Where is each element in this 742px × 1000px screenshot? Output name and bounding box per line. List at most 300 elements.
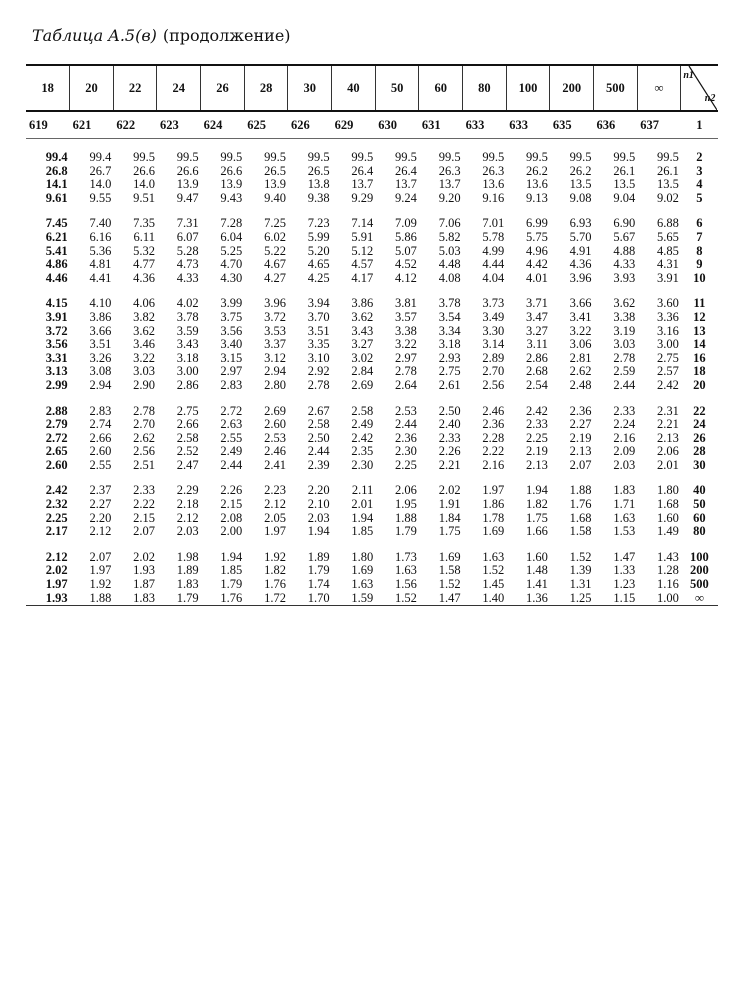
table-cell: 4.44: [482, 257, 505, 272]
table-cell: 13.9: [220, 177, 243, 192]
table-cell: 9.24: [395, 190, 417, 205]
table-cell: 2.46: [264, 444, 286, 459]
table-cell: 26.8: [45, 163, 68, 178]
table-cell: 2.58: [176, 430, 199, 445]
table-row: [26, 217, 718, 231]
table-cell: 26.1: [656, 163, 679, 178]
table-cell: 13.6: [482, 177, 505, 192]
table-cell: 7.31: [176, 216, 199, 231]
table-cell: 2.42: [351, 430, 374, 445]
table-cell: 1.88: [70, 592, 114, 606]
row-label-n2: 26: [693, 430, 706, 445]
table-row: [26, 192, 718, 206]
table-cell: 1.76: [201, 592, 245, 606]
table-cell: 2.42: [45, 483, 68, 498]
table-row: [26, 405, 718, 419]
table-cell: 1.60: [526, 549, 548, 564]
table-cell: 2.41: [264, 457, 286, 472]
table-cell: 4.27: [264, 270, 286, 285]
table-cell: 4.15: [45, 296, 68, 311]
table-cell: 1.70: [288, 592, 332, 606]
table-cell: 3.81: [395, 296, 417, 311]
table-cell: 2.33: [438, 430, 461, 445]
table-cell: 1.41: [526, 577, 548, 592]
table-cell: 2.66: [89, 430, 112, 445]
table-cell: 3.22: [569, 323, 592, 338]
table-cell: 3.06: [569, 337, 592, 352]
table-cell: 2.36: [482, 417, 505, 432]
table-cell: 3.15: [220, 350, 243, 365]
table-cell: 3.75: [220, 309, 243, 324]
table-cell: 4.73: [176, 257, 199, 272]
table-cell: 1.52: [438, 577, 461, 592]
table-cell: 9.13: [526, 190, 548, 205]
table-cell: 7.01: [482, 216, 505, 231]
table-cell: 2.36: [569, 403, 592, 418]
table-cell: 1.94: [351, 510, 374, 525]
table-cell: 1.71: [613, 497, 636, 512]
table-cell: 3.22: [395, 337, 417, 352]
table-cell: 2.50: [438, 403, 461, 418]
table-cell: 4.91: [569, 243, 592, 258]
table-cell: 3.78: [438, 296, 461, 311]
table-cell: 13.9: [176, 177, 199, 192]
table-cell: 3.91: [45, 309, 68, 324]
table-cell: 2.21: [656, 417, 679, 432]
table-row: [26, 365, 718, 379]
table-cell: 3.40: [220, 337, 243, 352]
column-header: 30: [288, 65, 332, 111]
table-cell: 2.50: [307, 430, 330, 445]
table-cell: 3.26: [89, 350, 112, 365]
table-cell: 3.66: [569, 296, 592, 311]
table-cell: 4.17: [351, 270, 374, 285]
row-label-n2: 200: [690, 563, 709, 578]
table-cell: 1.75: [438, 524, 461, 539]
table-cell: 1.88: [569, 483, 592, 498]
table-cell: 2.92: [307, 364, 330, 379]
table-cell: 13.6: [526, 177, 548, 192]
table-cell: 99.5: [613, 150, 636, 164]
table-cell: 3.96: [264, 296, 286, 311]
table-cell: 1.56: [395, 577, 417, 592]
table-cell: 1.80: [656, 483, 679, 498]
table-cell: 2.86: [526, 350, 548, 365]
table-cell: 629: [332, 111, 376, 139]
table-cell: 99.5: [176, 150, 199, 164]
table-cell: 6.16: [89, 229, 112, 244]
table-cell: 630: [375, 111, 419, 139]
table-cell: 1.75: [526, 510, 548, 525]
table-cell: 4.01: [526, 270, 548, 285]
table-cell: 3.03: [133, 364, 155, 379]
table-label: Таблица A.5(в): [32, 26, 157, 45]
table-cell: 6.21: [45, 229, 68, 244]
row-label-n2: 11: [693, 296, 706, 311]
table-cell: 3.27: [351, 337, 374, 352]
table-cell: 3.57: [395, 309, 417, 324]
column-header: 80: [463, 65, 507, 111]
table-cell: 1.63: [482, 549, 505, 564]
table-cell: 3.08: [89, 364, 112, 379]
table-cell: 1.73: [395, 549, 417, 564]
table-cell: 3.38: [395, 323, 417, 338]
table-cell: 1.80: [351, 549, 374, 564]
table-cell: 5.78: [482, 229, 505, 244]
table-cell: 2.19: [526, 444, 548, 459]
table-cell: 5.86: [395, 229, 417, 244]
table-cell: 2.69: [264, 403, 286, 418]
table-cell: 3.66: [89, 323, 112, 338]
row-label-n2: 9: [696, 257, 703, 272]
table-cell: 3.59: [176, 323, 199, 338]
table-cell: 2.44: [220, 457, 243, 472]
group-spacer: [26, 393, 718, 405]
table-subtitle: (продолжение): [162, 26, 291, 45]
f-distribution-table: [26, 64, 718, 606]
table-title: [32, 26, 291, 45]
table-cell: 2.49: [351, 417, 374, 432]
table-cell: 2.27: [89, 497, 112, 512]
table-cell: 4.25: [307, 270, 330, 285]
table-cell: 1.93: [26, 592, 70, 606]
table-cell: 637: [637, 111, 681, 139]
table-cell: 3.62: [133, 323, 155, 338]
table-cell: 4.10: [89, 296, 112, 311]
table-cell: 26.7: [89, 163, 112, 178]
table-cell: 624: [201, 111, 245, 139]
table-cell: 4.99: [482, 243, 505, 258]
table-cell: 621: [70, 111, 114, 139]
table-cell: 2.03: [613, 457, 636, 472]
table-cell: 1.59: [332, 592, 376, 606]
table-cell: 1.98: [176, 549, 199, 564]
table-cell: 2.06: [656, 444, 679, 459]
row-label-n2: 4: [696, 177, 703, 192]
table-cell: 2.15: [133, 510, 155, 525]
table-cell: 3.12: [264, 350, 286, 365]
table-cell: 1.97: [482, 483, 505, 498]
table-cell: 2.72: [45, 430, 68, 445]
table-cell: 4.08: [438, 270, 461, 285]
table-cell: 3.13: [45, 364, 68, 379]
table-cell: 13.9: [264, 177, 286, 192]
table-cell: 1.68: [569, 510, 592, 525]
table-cell: 3.82: [133, 309, 155, 324]
table-cell: 4.52: [395, 257, 417, 272]
column-header: 100: [506, 65, 550, 111]
table-cell: 3.19: [613, 323, 636, 338]
table-cell: 6.02: [264, 229, 286, 244]
table-cell: 1.52: [482, 563, 505, 578]
table-cell: 2.42: [526, 403, 548, 418]
table-cell: 1.45: [482, 577, 505, 592]
table-cell: 26.6: [133, 163, 155, 178]
table-row: [26, 111, 718, 139]
table-cell: 4.65: [307, 257, 330, 272]
table-cell: 2.20: [307, 483, 330, 498]
table-cell: 1.25: [550, 592, 594, 606]
table-cell: 1.91: [438, 497, 461, 512]
table-cell: 2.70: [482, 364, 505, 379]
table-cell: 4.30: [220, 270, 243, 285]
table-cell: 1.39: [569, 563, 592, 578]
table-cell: 2.33: [133, 483, 155, 498]
table-cell: 9.29: [351, 190, 374, 205]
table-cell: 5.99: [307, 229, 330, 244]
table-cell: 2.86: [176, 377, 199, 392]
table-cell: 26.2: [569, 163, 592, 178]
table-cell: 4.81: [89, 257, 112, 272]
table-cell: 6.99: [526, 216, 548, 231]
table-cell: 1.79: [157, 592, 201, 606]
table-cell: 99.5: [438, 150, 461, 164]
table-cell: 5.36: [89, 243, 112, 258]
table-cell: 4.42: [526, 257, 548, 272]
column-header: 22: [113, 65, 157, 111]
table-cell: 2.80: [264, 377, 286, 392]
table-cell: 2.99: [45, 377, 68, 392]
table-cell: 4.04: [482, 270, 505, 285]
table-cell: 1.69: [351, 563, 374, 578]
table-cell: 5.22: [264, 243, 286, 258]
table-cell: 636: [594, 111, 638, 139]
table-cell: 1.79: [395, 524, 417, 539]
table-cell: 2.78: [395, 364, 417, 379]
table-cell: 2.10: [307, 497, 330, 512]
table-cell: 99.5: [133, 150, 155, 164]
table-cell: 26.5: [264, 163, 286, 178]
column-header: 40: [332, 65, 376, 111]
table-cell: 3.72: [264, 309, 286, 324]
table-cell: 1.89: [176, 563, 199, 578]
table-cell: 2.12: [89, 524, 112, 539]
table-cell: 13.5: [569, 177, 592, 192]
table-cell: 1.97: [45, 577, 68, 592]
table-cell: 1.63: [613, 510, 636, 525]
table-cell: 2.12: [264, 497, 286, 512]
table-cell: 2.19: [569, 430, 592, 445]
table-cell: 2.20: [89, 510, 112, 525]
table-cell: 2.22: [133, 497, 155, 512]
table-cell: 26.2: [526, 163, 548, 178]
table-cell: 2.55: [89, 457, 112, 472]
table-cell: 3.62: [351, 309, 374, 324]
table-cell: 2.83: [89, 403, 112, 418]
table-cell: 3.46: [133, 337, 155, 352]
table-cell: 2.58: [307, 417, 330, 432]
table-cell: 6.90: [613, 216, 636, 231]
row-label-n2: ∞: [681, 592, 718, 606]
table-cell: 2.09: [613, 444, 636, 459]
table-cell: 2.03: [307, 510, 330, 525]
table-cell: 1.83: [113, 592, 157, 606]
table-cell: 2.02: [45, 563, 68, 578]
table-cell: 2.68: [526, 364, 548, 379]
table-cell: 3.35: [307, 337, 330, 352]
table-cell: 4.48: [438, 257, 461, 272]
row-label-n2: 2: [696, 150, 703, 164]
table-cell: 1.92: [89, 577, 112, 592]
table-cell: 2.63: [220, 417, 243, 432]
table-cell: 2.08: [220, 510, 243, 525]
table-cell: 2.32: [45, 497, 68, 512]
table-row: [26, 418, 718, 432]
table-cell: 2.75: [438, 364, 461, 379]
table-row: [26, 445, 718, 459]
table-cell: 2.60: [264, 417, 286, 432]
table-cell: 3.78: [176, 309, 199, 324]
table-cell: 7.06: [438, 216, 461, 231]
column-header: 20: [70, 65, 114, 111]
table-cell: 2.53: [395, 403, 417, 418]
table-cell: 5.07: [395, 243, 417, 258]
table-cell: 5.91: [351, 229, 374, 244]
table-cell: 2.56: [133, 444, 155, 459]
table-cell: 2.06: [395, 483, 417, 498]
table-row: [26, 178, 718, 192]
table-cell: 5.28: [176, 243, 199, 258]
table-cell: 3.31: [45, 350, 68, 365]
table-cell: 1.00: [637, 592, 681, 606]
table-cell: 3.86: [351, 296, 374, 311]
table-cell: 1.79: [307, 563, 330, 578]
table-cell: 4.31: [656, 257, 679, 272]
table-cell: 2.07: [133, 524, 155, 539]
table-cell: 3.56: [45, 337, 68, 352]
table-cell: 3.16: [656, 323, 679, 338]
table-cell: 2.88: [45, 403, 68, 418]
row-label-n2: 18: [693, 364, 706, 379]
table-cell: 13.7: [351, 177, 374, 192]
table-cell: 1.93: [133, 563, 155, 578]
table-cell: 1.82: [264, 563, 286, 578]
table-row: [26, 432, 718, 446]
table-cell: 1.63: [351, 577, 374, 592]
table-cell: 3.73: [482, 296, 505, 311]
table-row: [26, 564, 718, 578]
corner-n1: n1: [683, 70, 694, 81]
table-cell: 1.68: [656, 497, 679, 512]
table-row: [26, 338, 718, 352]
table-cell: 3.38: [613, 309, 636, 324]
table-cell: 1.88: [395, 510, 417, 525]
table-cell: 3.49: [482, 309, 505, 324]
table-cell: 2.18: [176, 497, 199, 512]
table-cell: 2.13: [526, 457, 548, 472]
table-cell: 1.85: [351, 524, 374, 539]
table-row: [26, 311, 718, 325]
table-cell: 2.00: [220, 524, 243, 539]
table-cell: 2.25: [45, 510, 68, 525]
table-cell: 3.02: [351, 350, 374, 365]
table-cell: 1.92: [264, 549, 286, 564]
table-cell: 1.48: [526, 563, 548, 578]
table-cell: 7.45: [45, 216, 68, 231]
table-cell: 633: [506, 111, 550, 139]
table-cell: 2.33: [613, 403, 636, 418]
table-row: [26, 498, 718, 512]
table-cell: 3.47: [526, 309, 548, 324]
column-header: 500: [594, 65, 638, 111]
table-cell: 2.64: [395, 377, 417, 392]
table-cell: 26.3: [482, 163, 505, 178]
table-row: [26, 245, 718, 259]
table-cell: 4.02: [176, 296, 199, 311]
table-cell: 13.7: [395, 177, 417, 192]
table-cell: 7.35: [133, 216, 155, 231]
table-cell: 2.74: [89, 417, 112, 432]
table-cell: 5.25: [220, 243, 243, 258]
table-cell: 1.69: [482, 524, 505, 539]
table-cell: 2.24: [613, 417, 636, 432]
table-row: [26, 297, 718, 311]
row-label-n2: 50: [693, 497, 706, 512]
table-cell: 2.12: [45, 549, 68, 564]
table-cell: 2.12: [176, 510, 199, 525]
table-cell: 2.30: [395, 444, 417, 459]
row-label-n2: 3: [696, 163, 703, 178]
table-row: [26, 151, 718, 165]
table-cell: 3.53: [264, 323, 286, 338]
table-cell: 1.94: [526, 483, 548, 498]
table-cell: 2.13: [656, 430, 679, 445]
table-cell: 4.67: [264, 257, 286, 272]
table-cell: 2.40: [438, 417, 461, 432]
table-cell: 9.16: [482, 190, 505, 205]
row-label-n2: 7: [696, 229, 703, 244]
table-cell: 3.22: [133, 350, 155, 365]
table-cell: 4.70: [220, 257, 243, 272]
table-cell: 6.11: [133, 229, 155, 244]
table-cell: 3.34: [438, 323, 461, 338]
table-cell: 1.84: [438, 510, 461, 525]
table-cell: 2.57: [656, 364, 679, 379]
table-cell: 2.89: [482, 350, 505, 365]
table-cell: 3.51: [89, 337, 112, 352]
table-cell: 633: [463, 111, 507, 139]
table-cell: 1.72: [244, 592, 288, 606]
table-cell: 1.79: [220, 577, 243, 592]
table-cell: 2.54: [526, 377, 548, 392]
table-cell: 2.30: [351, 457, 374, 472]
row-label-n2: 10: [693, 270, 706, 285]
column-header: 50: [375, 65, 419, 111]
table-cell: 9.08: [569, 190, 592, 205]
table-cell: 4.96: [526, 243, 548, 258]
table-cell: 3.36: [656, 309, 679, 324]
table-cell: 1.23: [613, 577, 636, 592]
table-cell: 1.97: [89, 563, 112, 578]
row-label-n2: 60: [693, 510, 706, 525]
table-cell: 2.97: [395, 350, 417, 365]
table-cell: 99.5: [395, 150, 417, 164]
table-cell: 2.69: [351, 377, 374, 392]
table-cell: 2.26: [438, 444, 461, 459]
table-cell: 1.83: [613, 483, 636, 498]
table-cell: 2.78: [307, 377, 330, 392]
row-label-n2: 8: [696, 243, 703, 258]
table-row: [26, 352, 718, 366]
table-cell: 7.28: [220, 216, 243, 231]
table-cell: 1.78: [482, 510, 505, 525]
table-cell: 2.81: [569, 350, 592, 365]
table-cell: 1.33: [613, 563, 636, 578]
table-cell: 4.12: [395, 270, 417, 285]
table-cell: 2.44: [613, 377, 636, 392]
table-cell: 2.01: [351, 497, 374, 512]
table-cell: 1.76: [264, 577, 286, 592]
